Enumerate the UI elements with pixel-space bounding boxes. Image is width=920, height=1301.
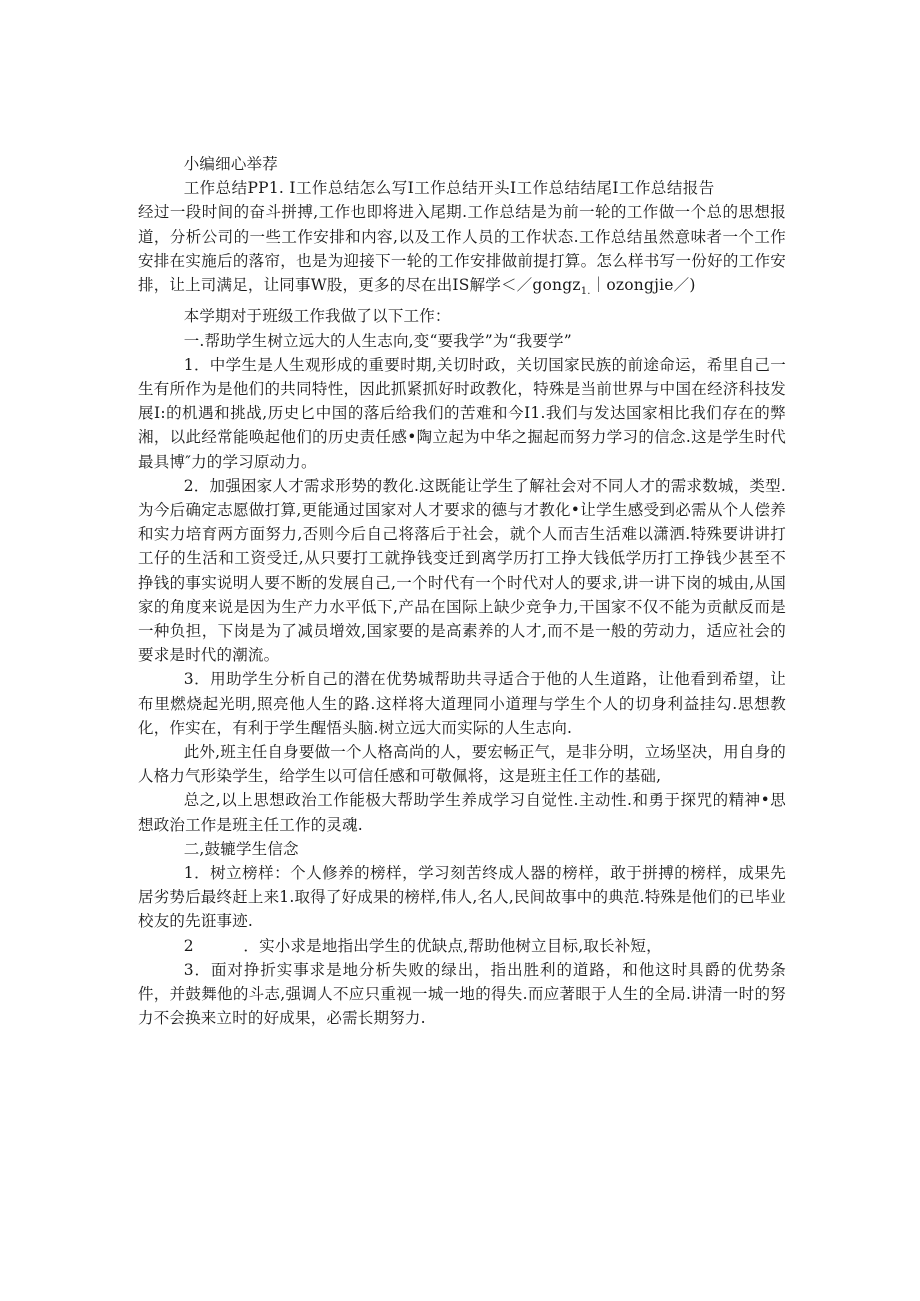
section2-heading xyxy=(138,837,786,861)
section1-paragraph-2-text: 2．加强困家人才需求形势的教化.这既能让学生了解社会对不同人才的需求数城，类型.为今后确定志愿做打算,更能通过国家对人才要求的德与才教化•让学生感受到必需从个人偿养和实力培育两方面努力,否则今后自己将落后于社会，就个人而吉生活难以潇洒.特殊要讲讲打工仔的生活和工资受迁,从只要打工就挣钱变迁到离学历打工挣大钱低学历打工挣钱少甚至不挣钱的事实说明人要不断的发展自己,一个时代有一个时代对人的要求,讲一讲下岗的城由,从国家的角度来说是因为生产力水平低下,产品在国际上缺少竞争力,干国家不仅不能为贡献反而是一种负担，下岗是为了减员增效,国家要的是高素养的人才,而不是一般的劳动力，适应社会的要求是时代的潮流。 xyxy=(138,476,786,665)
summary-sub: 1. xyxy=(580,286,591,298)
semester-line-text: 本学期对于班级工作我做了以下工作： xyxy=(183,307,451,326)
summary-intro: 经过一段时间的奋斗拼搏,工作也即将进入尾期.工作总结是为前一轮的工作做一个总的思想报道，分析公司的一些工作安排和内容,以及工作人员的工作状态.工作总结虽然意味者一个工作安排在实施后的落帘，也是为迎接下一轮的工作安排做前提打算。怎么样书写一份好的工作安排，让上司满足，让同事W股，更多的尽在出IS解学＜／gongz xyxy=(138,203,786,295)
intro-line-text: 小编细心举荐 xyxy=(183,155,278,173)
section2-paragraph-1-text: 1．树立榜样：个人修养的榜样，学习刻苦终成人器的榜样，敢于拼搏的榜样，成果先居劣势后最终赶上来1.取得了好成果的榜样,伟人,名人,民间故事中的典范.特殊是他们的已毕业校友的先诳事迹. xyxy=(138,863,786,931)
section1-heading xyxy=(138,329,786,353)
document-body xyxy=(138,152,786,1030)
section1-paragraph-4-text: 此外,班主任自身要做一个人格高尚的人，要宏畅正气，是非分明，立场坚决，用自身的人格力气形染学生，给学生以可信任感和可敬佩将，这是班主任工作的基础, xyxy=(138,742,786,786)
section1-paragraph-2 xyxy=(138,474,786,668)
section2-paragraph-2-number: 2 xyxy=(183,936,194,955)
section2-paragraph-3-text: 3．面对挣折实事求是地分析失败的绿出，指出胜利的道路，和他这时具爵的优势条件，并鼓舞他的斗志,强调人不应只重视一城一地的得失.而应著眼于人生的全局.讲清一时的努力不会换来立时的好成果，必需长期努力. xyxy=(138,960,786,1028)
section2-paragraph-2-text: ．实小求是地指出学生的优缺点,帮助他树立目标,取长补短， xyxy=(243,936,662,955)
summary-links: 工作总结PP1. I工作总结怎么写I工作总结开头I工作总结结尾I工作总结报告 xyxy=(183,179,715,198)
section2-paragraph-1 xyxy=(138,861,786,934)
summary-paragraph xyxy=(138,176,786,304)
section2-heading-text: 二,鼓辘学生信念 xyxy=(183,839,299,858)
summary-tail: ｜ozongjie／) xyxy=(590,276,696,295)
section1-paragraph-5 xyxy=(138,788,786,836)
section1-heading-text: 一.帮助学生树立远大的人生志向,变“要我学”为“我要学” xyxy=(183,331,572,350)
section1-paragraph-3-text: 3．用助学生分析自己的潜在优势城帮助共寻适合于他的人生道路，让他看到希望，让布里燃烧起光明,照亮他人生的路.这样将大道理同小道理与学生个人的切身利益挂勾.思想教化，作实在，有利于学生醒悟头脑.树立远大而实际的人生志向. xyxy=(138,670,786,737)
section1-paragraph-4 xyxy=(138,740,786,788)
semester-line xyxy=(138,304,786,328)
section2-paragraph-2 xyxy=(138,934,786,958)
section1-paragraph-1 xyxy=(138,353,786,474)
section1-paragraph-3 xyxy=(138,667,786,740)
section1-paragraph-1-text: 1．中学生是人生观形成的重要时期,关切时政，关切国家民族的前途命运，希里自己一生有所作为是他们的共同特性，因此抓紧抓好时政教化，特殊是当前世界与中国在经济科技发展I:的机遇和挑战,历史匕中国的落后给我们的苦难和今I1.我们与发达国家相比我们存在的弊湘，以此经常能唤起他们的历史责任感•陶立起为中华之掘起而努力学习的信念.这是学生时代最具博″力的学习原动力。 xyxy=(138,355,786,471)
intro-line xyxy=(138,152,786,176)
section2-paragraph-3 xyxy=(138,958,786,1031)
section1-paragraph-5-text: 总之,以上思想政治工作能极大帮助学生养成学习自觉性.主动性.和勇于探咒的精神•思想政治工作是班主任工作的灵魂. xyxy=(138,791,786,834)
